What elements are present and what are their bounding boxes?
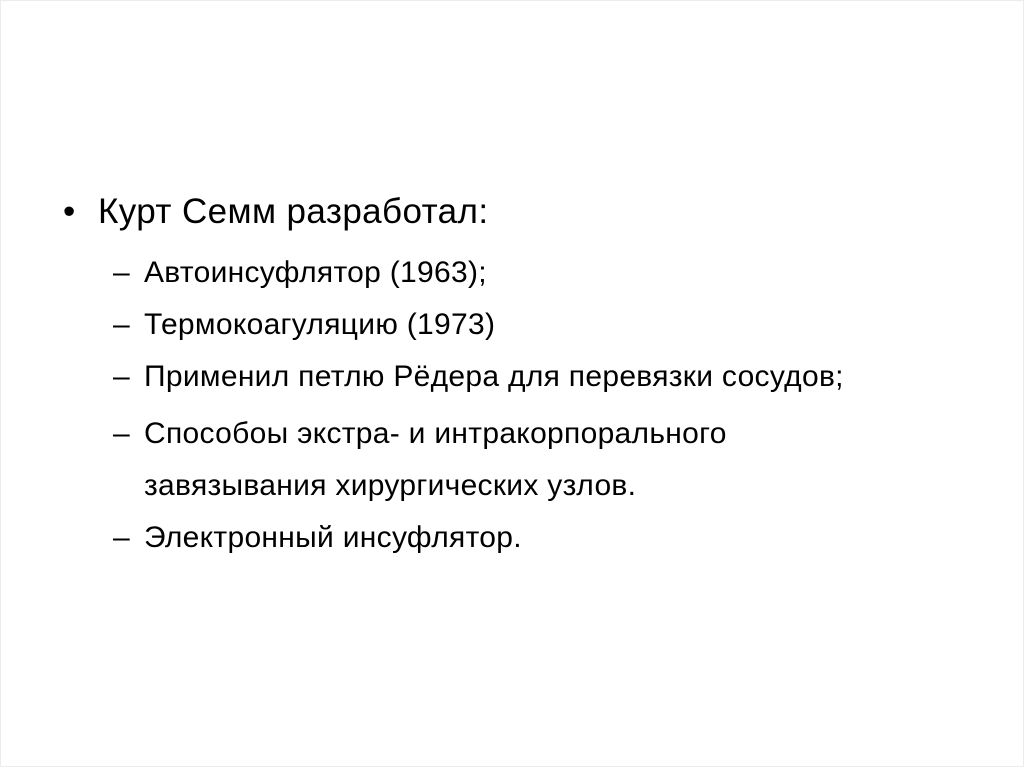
list-item-text: Автоинсуфлятор (1963); [144, 256, 487, 289]
bullet-marker: • [63, 192, 76, 231]
list-item [113, 512, 844, 564]
list-item [113, 247, 844, 299]
list-item-text: Термокоагуляцию (1973) [144, 308, 496, 341]
slide-heading-text: Курт Семм разработал: [98, 192, 489, 231]
list-item [113, 351, 844, 403]
list-item [113, 299, 844, 351]
dash-marker: – [113, 256, 130, 289]
list-item-text: Способоы экстра- и интракорпорального завязывания хирургических узлов. [144, 417, 727, 502]
sub-bullet-list [113, 247, 844, 564]
list-item [113, 408, 844, 512]
dash-marker: – [113, 417, 130, 450]
dash-marker: – [113, 308, 130, 341]
list-item-text: Применил петлю Рёдера для перевязки сосудов; [144, 360, 844, 393]
bullet-item-main [63, 194, 488, 229]
dash-marker: – [113, 521, 130, 554]
list-item-text: Электронный инсуфлятор. [144, 521, 522, 554]
dash-marker: – [113, 360, 130, 393]
